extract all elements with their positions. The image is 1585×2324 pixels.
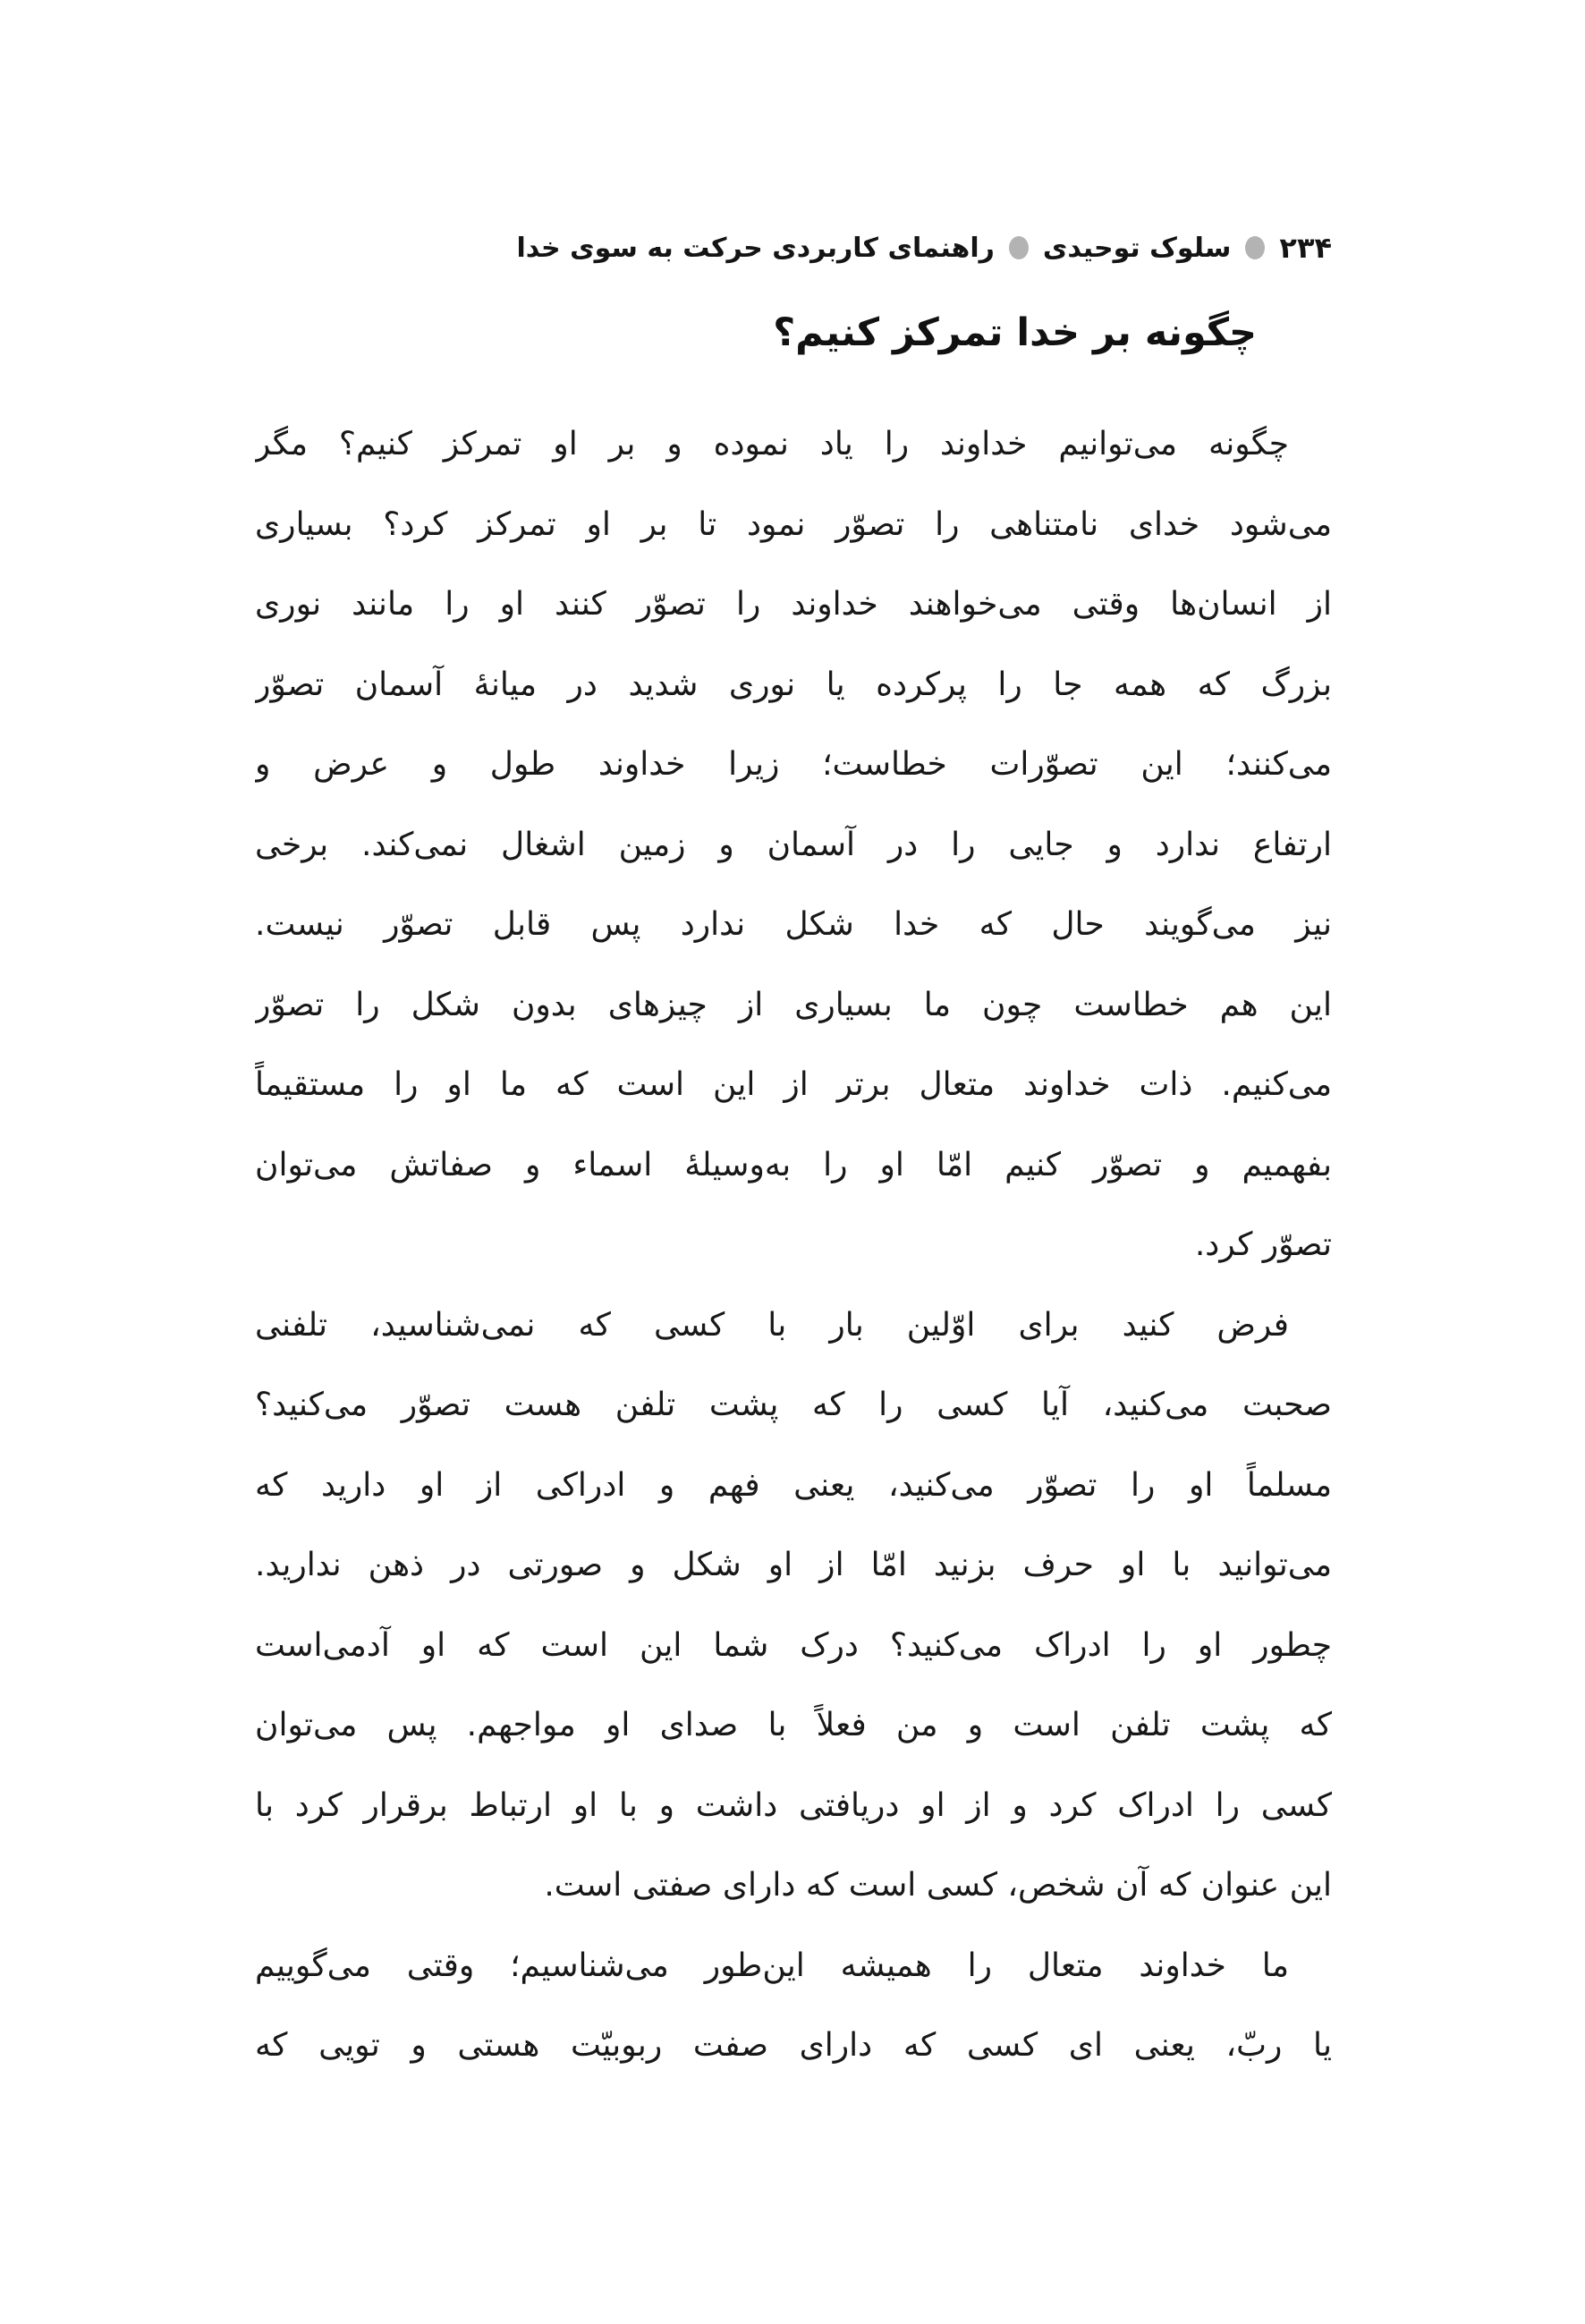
text-line: از انسان‌ها وقتی می‌خواهند خداوند را تصوّر کنند او را مانند نوری [255,586,1332,623]
paragraph [255,1285,1332,1926]
text-line: بزرگ که همه جا را پرکرده یا نوری شدید در میانهٔ آسمان تصوّر [255,666,1332,703]
text-line: صحبت می‌کنید، آیا کسی را که پشت تلفن هست تصوّر می‌کنید؟ [255,1387,1332,1423]
page-body [255,404,1332,2086]
text-line: یا ربّ، یعنی ای کسی که دارای صفت ربوبیّت هستی و تویی که [255,2027,1332,2064]
text-line: نیز می‌گویند حال که خدا شکل ندارد پس قابل تصوّر نیست. [255,906,1332,943]
page-number: ۲۳۴ [1279,231,1332,265]
text-line: فرض کنید برای اوّلین بار با کسی که نمی‌شناسید، تلفنی [255,1306,1289,1344]
text-line: این هم خطاست چون ما بسیاری از چیزهای بدون شکل را تصوّر [255,986,1332,1023]
text-line: ما خداوند متعال را همیشه این‌طور می‌شناسیم؛ وقتی می‌گوییم [255,1947,1289,1984]
paragraph [255,1926,1332,2086]
text-line: می‌توانید با او حرف بزنید امّا از او شکل و صورتی در ذهن ندارید. [255,1547,1332,1583]
text-line: چطور او را ادراک می‌کنید؟ درک شما این است که او آدمی‌است [255,1626,1332,1664]
running-header [516,231,1332,265]
text-line: مسلماً او را تصوّر می‌کنید، یعنی فهم و ادراکی از او دارید که [255,1466,1332,1504]
book-title: سلوک توحیدی [1042,232,1232,264]
text-line: تصوّر کرد. [1194,1226,1332,1263]
separator-bullet-icon [1009,236,1029,259]
text-line: می‌کنیم. ذات خداوند متعال برتر از این است که ما او را مستقیماً [255,1066,1332,1103]
book-subtitle: راهنمای کاربردی حرکت به سوی خدا [516,232,995,264]
separator-bullet-icon [1245,236,1265,259]
section-heading: چگونه بر خدا تمرکز کنیم؟ [773,310,1257,355]
text-line: چگونه می‌توانیم خداوند را یاد نموده و بر او تمرکز کنیم؟ مگر [255,426,1289,462]
text-line: می‌کنند؛ این تصوّرات خطاست؛ زیرا خداوند طول و عرض و [255,746,1332,783]
text-line: که پشت تلفن است و من فعلاً با صدای او مواجهم. پس می‌توان [255,1707,1332,1743]
text-line: بفهمیم و تصوّر کنیم امّا او را به‌وسیلهٔ اسماء و صفاتش می‌توان [255,1146,1332,1183]
paragraph [255,404,1332,1285]
text-line: ارتفاع ندارد و جایی را در آسمان و زمین اشغال نمی‌کند. برخی [255,826,1332,863]
text-line: کسی را ادراک کرد و از او دریافتی داشت و با او ارتباط برقرار کرد با [255,1786,1332,1824]
text-line: این عنوان که آن شخص، کسی است که دارای صفتی است. [544,1867,1332,1904]
text-line: می‌شود خدای نامتناهی را تصوّر نمود تا بر او تمرکز کرد؟ بسیاری [255,505,1332,543]
